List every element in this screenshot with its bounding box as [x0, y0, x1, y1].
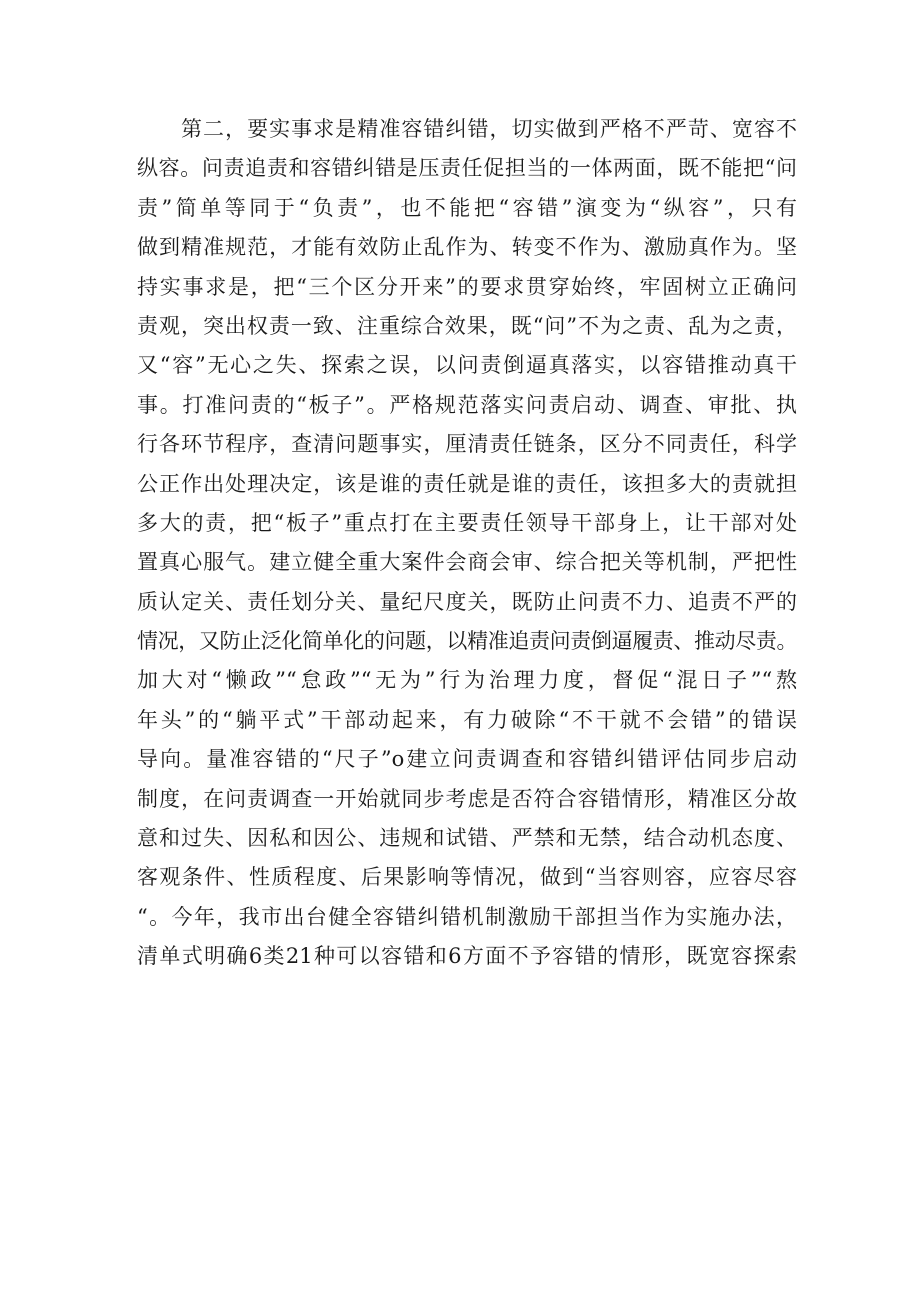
text-line: 事。打准问责的“板子”。严格规范落实问责启动、调查、审批、执	[137, 392, 797, 417]
text-line: 导向。量准容错的“尺子”o建立问责调查和容错纠错评估同步启动	[137, 747, 797, 772]
text-line: 责观，突出权责一致、注重综合效果，既“问”不为之责、乱为之责，	[137, 313, 797, 338]
text-line: 客观条件、性质程度、后果影响等情况，做到“当容则容，应容尽容	[137, 865, 797, 890]
text-line: 又“容”无心之失、探索之误，以问责倒逼真落实，以容错推动真干	[137, 353, 797, 378]
text-line: 加大对“懒政”“怠政”“无为”行为治理力度，督促“混日子”“熬	[137, 668, 797, 693]
text-line: 做到精准规范，才能有效防止乱作为、转变不作为、激励真作为。坚	[137, 235, 797, 260]
text-line: 置真心服气。建立健全重大案件会商会审、综合把关等机制，严把性	[137, 550, 797, 575]
text-line: 年头”的“躺平式”干部动起来，有力破除“不干就不会错”的错误	[137, 707, 797, 732]
text-line: 公正作出处理决定，该是谁的责任就是谁的责任，该担多大的责就担	[137, 471, 797, 496]
body-paragraph	[137, 110, 797, 977]
text-line: 第二，要实事求是精准容错纠错，切实做到严格不严苛、宽容不	[181, 117, 797, 141]
text-line: 质认定关、责任划分关、量纪尺度关，既防止问责不力、追责不严的	[137, 589, 797, 614]
text-line: 持实事求是，把“三个区分开来”的要求贯穿始终，牢固树立正确问	[137, 274, 797, 299]
text-line: 情况，又防止泛化简单化的问题，以精准追责问责倒逼履责、推动尽责。	[137, 629, 797, 654]
text-line: 意和过失、因私和因公、违规和试错、严禁和无禁，结合动机态度、	[137, 826, 797, 851]
text-line: 清单式明确6类21种可以容错和6方面不予容错的情形，既宽容探索	[137, 944, 797, 969]
text-line: 制度，在问责调查一开始就同步考虑是否符合容错情形，精准区分故	[137, 786, 797, 811]
text-line: “。今年，我市出台健全容错纠错机制激励干部担当作为实施办法，	[137, 904, 797, 929]
text-line: 行各环节程序，查清问题事实，厘清责任链条，区分不同责任，科学	[137, 432, 797, 457]
text-line: 多大的责，把“板子”重点打在主要责任领导干部身上，让干部对处	[137, 510, 797, 535]
text-line: 纵容。问责追责和容错纠错是压责任促担当的一体两面，既不能把“问	[137, 156, 797, 181]
text-line: 责”简单等同于“负责”，也不能把“容错”演变为“纵容”，只有	[137, 195, 797, 220]
